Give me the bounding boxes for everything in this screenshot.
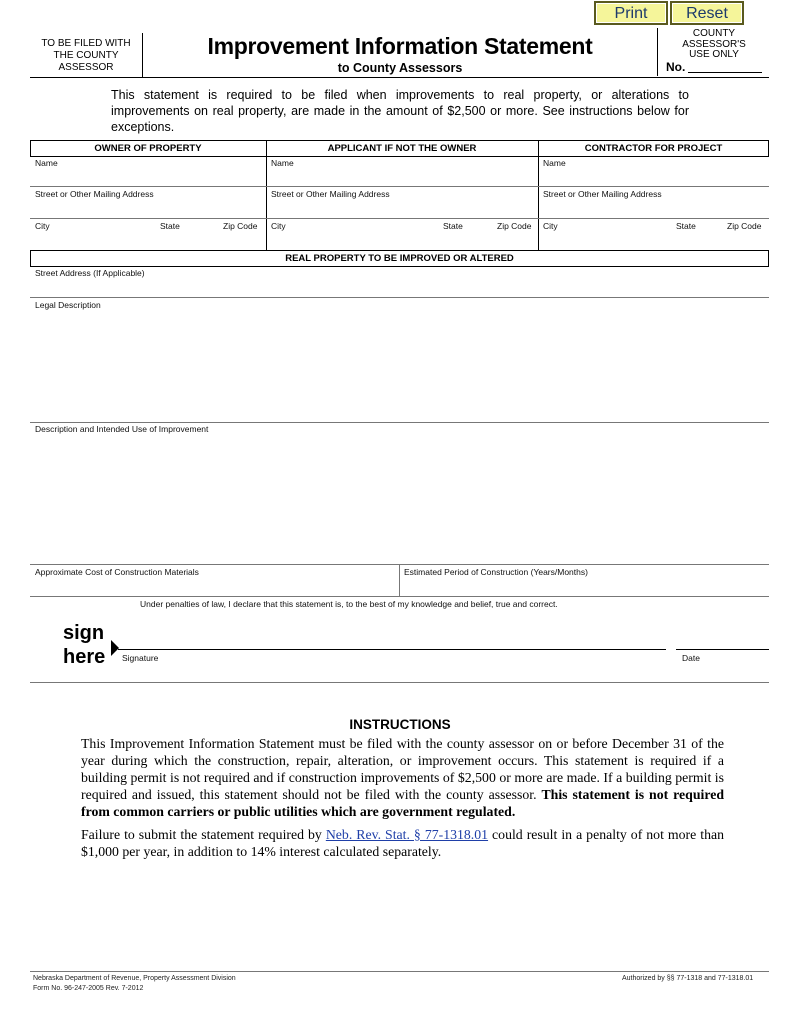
form-title: Improvement Information Statement bbox=[207, 33, 593, 59]
description-use-field[interactable]: Description and Intended Use of Improvement bbox=[35, 424, 209, 434]
owner-city-field[interactable]: City bbox=[35, 221, 50, 231]
header-divider bbox=[30, 77, 769, 78]
form-subtitle: to County Assessors bbox=[337, 61, 463, 75]
county-use-box bbox=[657, 28, 770, 76]
applicant-street-field[interactable]: Street or Other Mailing Address bbox=[271, 189, 390, 199]
instructions-text: Failure to submit the statement required by bbox=[81, 827, 326, 842]
row-line bbox=[30, 596, 769, 597]
contractor-state-field[interactable]: State bbox=[676, 221, 696, 231]
applicant-city-field[interactable]: City bbox=[271, 221, 286, 231]
date-label: Date bbox=[682, 653, 700, 663]
declaration-text: Under penalties of law, I declare that this statement is, to the best of my knowledge and belief, true and correct. bbox=[140, 599, 558, 609]
county-use-line: ASSESSOR'S bbox=[682, 38, 746, 50]
signature-label: Signature bbox=[122, 653, 159, 663]
intro-text: This statement is required to be filed when improvements to real property, or alterations to improvements on real property, are made in the amount of $2,500 or more. See instructions below for exceptions. bbox=[111, 88, 689, 134]
filed-with-line: TO BE FILED WITH bbox=[41, 38, 131, 49]
instructions-text: could result in a penalty of not more than $1,000 per year, in addition to 14% interest calculated separately. bbox=[81, 827, 724, 859]
property-heading: REAL PROPERTY TO BE IMPROVED OR ALTERED bbox=[285, 253, 514, 264]
applicant-name-field[interactable]: Name bbox=[271, 158, 294, 168]
here-word: here bbox=[63, 646, 106, 668]
owner-name-field[interactable]: Name bbox=[35, 158, 58, 168]
est-period-field[interactable]: Estimated Period of Construction (Years/Months) bbox=[404, 567, 588, 577]
owner-zip-field[interactable]: Zip Code bbox=[223, 221, 258, 231]
county-no-field[interactable] bbox=[688, 72, 762, 73]
street-address-field[interactable]: Street Address (If Applicable) bbox=[35, 268, 145, 278]
footer-authorized: Authorized by §§ 77-1318 and 77-1318.01 bbox=[622, 975, 754, 982]
county-use-line: COUNTY bbox=[692, 28, 736, 39]
applicant-zip-field[interactable]: Zip Code bbox=[497, 221, 532, 231]
statute-link[interactable]: Neb. Rev. Stat. § 77-1318.01 bbox=[325, 827, 489, 842]
county-use-line: USE ONLY bbox=[689, 49, 739, 60]
sign-word: sign bbox=[63, 622, 105, 644]
instructions-bold-text: This statement is not required from common carriers or public utilities which are government regulated. bbox=[81, 787, 724, 819]
instructions-heading: INSTRUCTIONS bbox=[349, 717, 451, 732]
column-divider bbox=[399, 564, 400, 596]
legal-description-field[interactable]: Legal Description bbox=[35, 300, 101, 310]
county-use-label bbox=[658, 29, 770, 61]
row-line bbox=[30, 218, 769, 219]
contractor-street-field[interactable]: Street or Other Mailing Address bbox=[543, 189, 662, 199]
column-divider bbox=[266, 140, 267, 250]
approx-cost-field[interactable]: Approximate Cost of Construction Materials bbox=[35, 567, 199, 577]
column-divider bbox=[538, 140, 539, 250]
filed-with-line: ASSESSOR bbox=[58, 62, 114, 73]
section-divider bbox=[30, 682, 769, 683]
row-line bbox=[30, 186, 769, 187]
owner-street-field[interactable]: Street or Other Mailing Address bbox=[35, 189, 154, 199]
contractor-name-field[interactable]: Name bbox=[543, 158, 566, 168]
owner-heading: OWNER OF PROPERTY bbox=[94, 143, 202, 154]
county-no-label: No. bbox=[666, 60, 686, 74]
filed-with-box bbox=[30, 33, 143, 77]
signature-field[interactable] bbox=[118, 649, 666, 650]
sign-arrow-icon bbox=[111, 640, 119, 656]
row-line bbox=[30, 297, 769, 298]
instructions-paragraph-1 bbox=[81, 735, 724, 820]
footer-divider bbox=[30, 971, 769, 972]
row-line bbox=[30, 422, 769, 423]
footer-dept: Nebraska Department of Revenue, Property Assessment Division bbox=[33, 975, 236, 982]
filed-with-line: THE COUNTY bbox=[53, 50, 119, 61]
contractor-heading: CONTRACTOR FOR PROJECT bbox=[584, 143, 723, 154]
contractor-city-field[interactable]: City bbox=[543, 221, 558, 231]
print-button[interactable]: Print bbox=[594, 1, 668, 25]
instructions-text: This Improvement Information Statement must be filed with the county assessor on or before December 31 of the year during which the construction, repair, alteration, or improvement occurs. This statement is required if a building permit is not required and if construction improvements of $2,500 or more are made. If a building permit is required and issued, this statement should not be filed with the county assessor. bbox=[81, 736, 724, 802]
footer-form-no: Form No. 96-247-2005 Rev. 7-2012 bbox=[33, 985, 144, 992]
reset-button[interactable]: Reset bbox=[670, 1, 744, 25]
instructions-paragraph-2 bbox=[81, 826, 724, 860]
applicant-state-field[interactable]: State bbox=[443, 221, 463, 231]
applicant-heading: APPLICANT IF NOT THE OWNER bbox=[327, 143, 477, 154]
sign-here-label bbox=[63, 621, 105, 669]
contractor-zip-field[interactable]: Zip Code bbox=[727, 221, 762, 231]
owner-state-field[interactable]: State bbox=[160, 221, 180, 231]
date-field[interactable] bbox=[676, 649, 769, 650]
